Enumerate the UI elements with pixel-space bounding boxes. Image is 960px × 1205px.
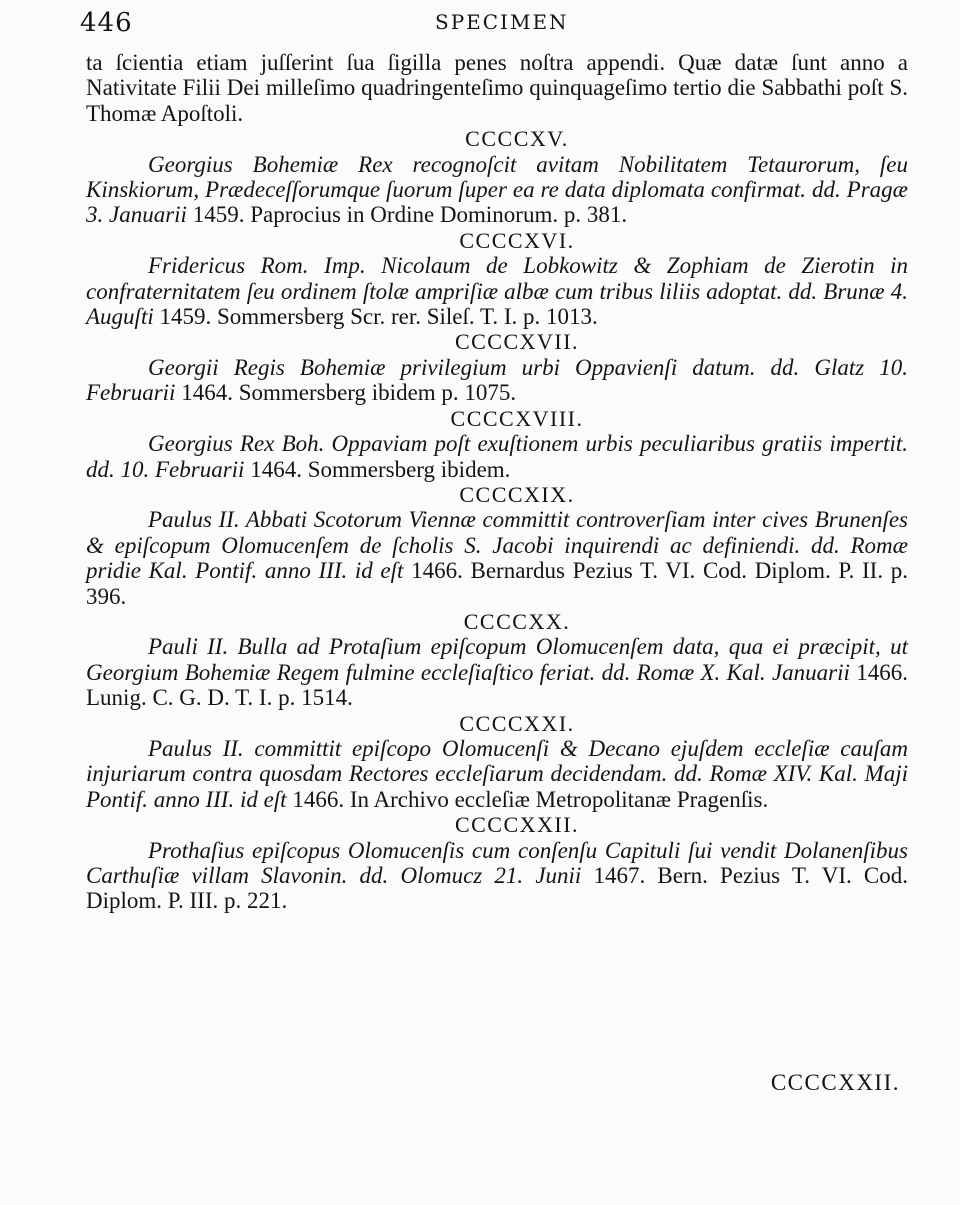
entry-summary: Georgii Regis Bohemiæ privilegium urbi Oppavienſi datum. dd. Glatz 10. Februarii — [86, 354, 908, 406]
entry-paragraph — [86, 152, 908, 228]
entry-source: 1459. Paprocius in Ordine Dominorum. p. 381. — [192, 202, 628, 228]
page-number: 446 — [80, 8, 133, 38]
entry-paragraph — [86, 634, 908, 710]
entry-number: CCCCXXII. — [454, 812, 580, 838]
entry-summary: Prothaſius epiſcopus Olomucenſis cum conſenſu Capituli ſui vendit Dolanenſibus Carthuſiæ villam Slavonin. dd. Olomucz 21. Junii — [86, 837, 908, 888]
entry-summary: Paulus II. Abbati Scotorum Viennæ committit controverſiam inter cives Brunenſes & epiſcopum Olomucenſem de ſcholis S. Jacobi inquirendi ac definiendi. dd. Romæ pridie Kal. Pontif. anno III. id eſt — [86, 507, 908, 584]
entry-number: CCCCXIX. — [459, 481, 575, 507]
entry-source: 1466. In Archivo eccleſiæ Metropolitanæ Pragenſis. — [292, 786, 769, 812]
continuation-paragraph — [86, 50, 908, 126]
entry-paragraph — [86, 355, 908, 406]
page-body — [86, 50, 908, 914]
entry-number: CCCCXVI. — [459, 227, 575, 253]
entry-summary: Pauli II. Bulla ad Protaſium epiſcopum Olomucenſem data, qua ei præcipit, ut Georgium Bohemiæ Regem fulmine eccleſiaſtico feriat. dd. Romæ X. Kal. Januarii — [86, 634, 908, 685]
entry-paragraph — [86, 431, 908, 482]
entry-source: 1459. Sommersberg Scr. rer. Sileſ. T. I. p. 1013. — [159, 304, 598, 330]
entry-summary: Fridericus Rom. Imp. Nicolaum de Lobkowitz & Zophiam de Zierotin in confraternitatem ſeu ordinem ſtolæ ampriſiæ albæ cum tribus liliis adoptat. dd. Brunæ 4. Auguſti — [86, 253, 908, 330]
catchword: CCCCXXII. — [770, 1070, 900, 1095]
page-header — [80, 4, 910, 40]
entry-paragraph — [86, 838, 908, 914]
entry-text: ta ſcientia etiam juſſerint ſua ſigilla penes noſtra appendi. Quæ datæ ſunt anno a Nativitate Filii Dei milleſimo quadringenteſimo quinquageſimo tertio die Sabbathi poſt S. Thomæ Apoſtoli. — [86, 50, 908, 126]
entry-number: CCCCXVII. — [454, 329, 580, 355]
entry-paragraph — [86, 507, 908, 609]
entry-number: CCCCXX. — [463, 608, 571, 634]
entry-source: 1467. Bern. Pezius T. VI. Cod. Diplom. P. III. p. 221. — [86, 863, 908, 914]
entry-summary: Georgius Bohemiæ Rex recognoſcit avitam Nobilitatem Tetaurorum, ſeu Kinskiorum, Prædeceſſorumque ſuorum ſuper ea re data diplomata confirmat. dd. Pragæ 3. Januarii — [86, 151, 908, 228]
entry-summary: Georgius Rex Boh. Oppaviam poſt exuſtionem urbis peculiaribus gratiis impertit. dd. 10. Februarii — [86, 431, 908, 482]
entry-number: CCCCXV. — [465, 126, 569, 152]
entry-number: CCCCXVIII. — [450, 405, 584, 431]
running-head: SPECIMEN — [435, 10, 569, 34]
entry-paragraph — [86, 736, 908, 812]
entry-source: 1464. Sommersberg ibidem. — [250, 456, 511, 482]
entry-paragraph — [86, 253, 908, 329]
entry-source: 1464. Sommersberg ibidem p. 1075. — [181, 380, 517, 406]
entry-source: 1466. Lunig. C. G. D. T. I. p. 1514. — [86, 659, 909, 711]
entry-source: 1466. Bernardus Pezius T. VI. Cod. Diplom. P. II. p. 396. — [86, 558, 908, 609]
entry-summary: Paulus II. committit epiſcopo Olomucenſi & Decano ejuſdem eccleſiæ cauſam injuriarum contra quosdam Rectores eccleſiarum decidendam. dd. Romæ XIV. Kal. Maji Pontif. anno III. id eſt — [86, 735, 908, 812]
entry-number: CCCCXXI. — [459, 710, 575, 736]
